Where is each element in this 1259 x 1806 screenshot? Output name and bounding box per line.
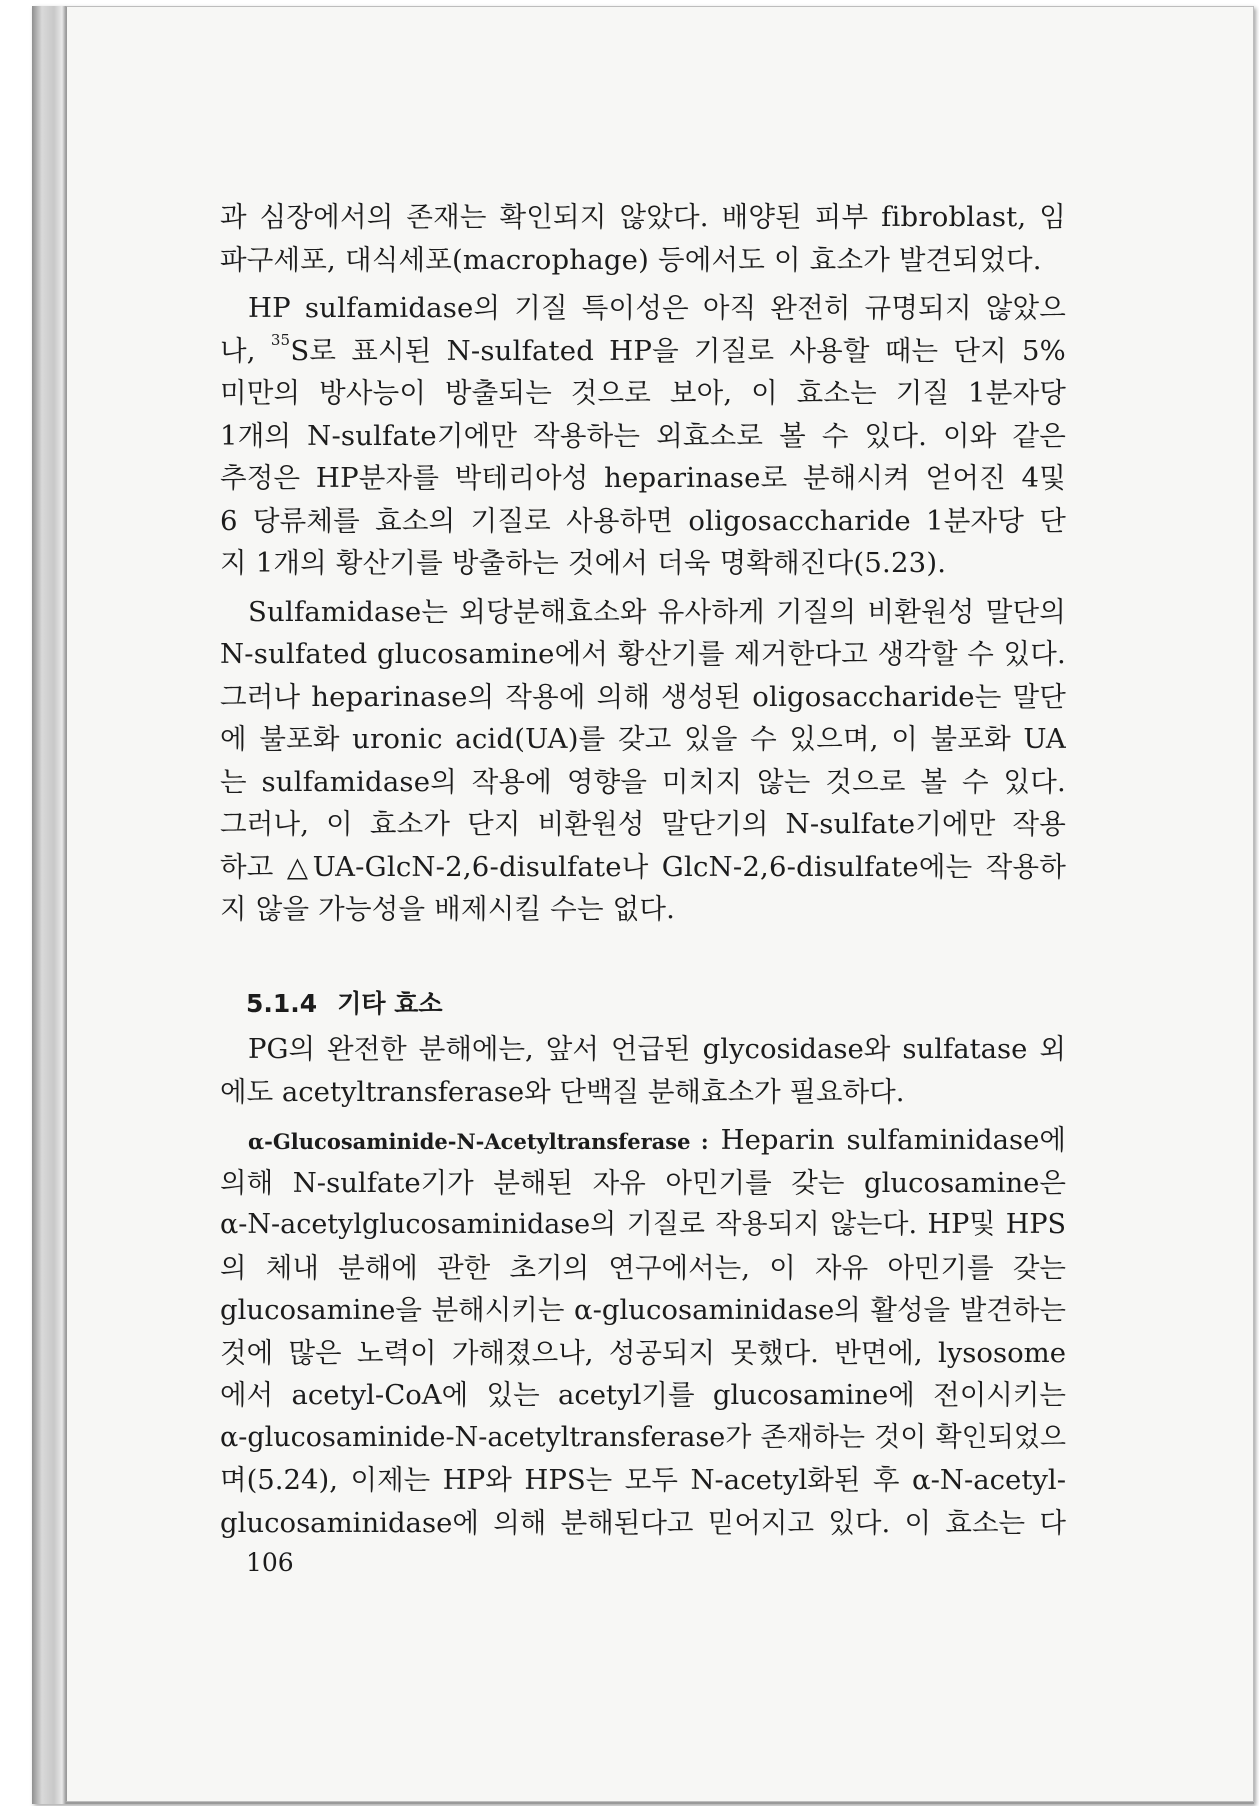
page-number: 106 [246, 1548, 294, 1577]
text-line: 추정은 HP분자를 박테리아성 heparinase로 분해시켜 얻어진 4및 [220, 462, 1066, 494]
section-number: 5.1.4 [246, 989, 318, 1018]
section-heading [246, 984, 443, 1020]
text-line [220, 330, 1066, 373]
text-line: α-N-acetylglucosaminidase의 기질로 작용되지 않는다. HP및 HPS [220, 1209, 1066, 1240]
paragraph [220, 591, 1066, 931]
text-line-start: 나, [220, 334, 271, 367]
text-line-rest: Heparin sulfaminidase에 [708, 1124, 1066, 1156]
text-line: 의 체내 분해에 관한 초기의 연구에서는, 이 자유 아민기를 갖는 [220, 1251, 1066, 1284]
text-line: 1개의 N-sulfate기에만 작용하는 외효소로 볼 수 있다. 이와 같은 [220, 419, 1066, 452]
text-line: glucosaminidase에 의해 분해된다고 믿어지고 있다. 이 효소는 다 [220, 1506, 1066, 1539]
text-line: 미만의 방사능이 방출되는 것으로 보아, 이 효소는 기질 1분자당 [220, 377, 1066, 409]
text-line: 의해 N-sulfate기가 분해된 자유 아민기를 갖는 glucosamine은 [220, 1166, 1066, 1199]
text-line [220, 1119, 1066, 1162]
text-line: 에서 acetyl-CoA에 있는 acetyl기를 glucosamine에 전이시키는 [220, 1379, 1066, 1411]
text-line: 것에 많은 노력이 가해졌으나, 성공되지 못했다. 반면에, lysosome [220, 1336, 1066, 1369]
text-line: 지 않을 가능성을 배제시킬 수는 없다. [220, 893, 676, 925]
text-line-rest: S로 표시된 N-sulfated HP을 기질로 사용할 때는 단지 5% [290, 334, 1066, 367]
text-line: 지 1개의 황산기를 방출하는 것에서 더욱 명확해진다(5.23). [220, 547, 947, 579]
text-line: α-glucosaminide-N-acetyltransferase가 존재하는 것이 확인되었으 [220, 1421, 1066, 1453]
text-line: 6 당류체를 효소의 기질로 사용하면 oligosaccharide 1분자당 단 [220, 504, 1066, 537]
text-line: Sulfamidase는 외당분해효소와 유사하게 기질의 비환원성 말단의 [248, 595, 1066, 628]
text-line: 하고 △UA-GlcN-2,6-disulfate나 GlcN-2,6-disulfate에는 작용하 [220, 850, 1066, 883]
text-line: 파구세포, 대식세포(macrophage) 등에서도 이 효소가 발견되었다. [220, 243, 1042, 276]
text-line: HP sulfamidase의 기질 특이성은 아직 완전히 규명되지 않았으 [248, 292, 1066, 324]
section-title: 기타 효소 [337, 989, 443, 1018]
text-line: 며(5.24), 이제는 HP와 HPS는 모두 N-acetyl화된 후 α-N-acetyl- [220, 1464, 1066, 1496]
paragraph [220, 1028, 1066, 1113]
text-line: 에도 acetyltransferase와 단백질 분해효소가 필요하다. [220, 1075, 905, 1108]
text-line: 그러나 heparinase의 작용에 의해 생성된 oligosaccharide는 말단 [220, 680, 1066, 713]
paragraph [220, 196, 1066, 281]
text-line: N-sulfated glucosamine에서 황산기를 제거한다고 생각할 수 있다. [220, 638, 1066, 670]
paragraph [220, 287, 1066, 585]
text-line: 는 sulfamidase의 작용에 영향을 미치지 않는 것으로 볼 수 있다. [220, 765, 1066, 798]
paragraph [220, 1119, 1066, 1544]
text-line: 과 심장에서의 존재는 확인되지 않았다. 배양된 피부 fibroblast, 임 [220, 201, 1066, 233]
body-text [220, 196, 1066, 931]
body-text-lower [220, 1028, 1066, 1544]
isotope-superscript: 35 [270, 331, 291, 350]
text-line: 에 불포화 uronic acid(UA)를 갖고 있을 수 있으며, 이 불포화 UA [220, 723, 1066, 755]
enzyme-term: α-Glucosaminide-N-Acetyltransferase : [248, 1129, 709, 1154]
text-line: PG의 완전한 분해에는, 앞서 언급된 glycosidase와 sulfatase 외 [248, 1033, 1066, 1065]
text-line: glucosamine을 분해시키는 α-glucosaminidase의 활성을 발견하는 [220, 1294, 1066, 1326]
text-line: 그러나, 이 효소가 단지 비환원성 말단기의 N-sulfate기에만 작용 [220, 808, 1066, 840]
